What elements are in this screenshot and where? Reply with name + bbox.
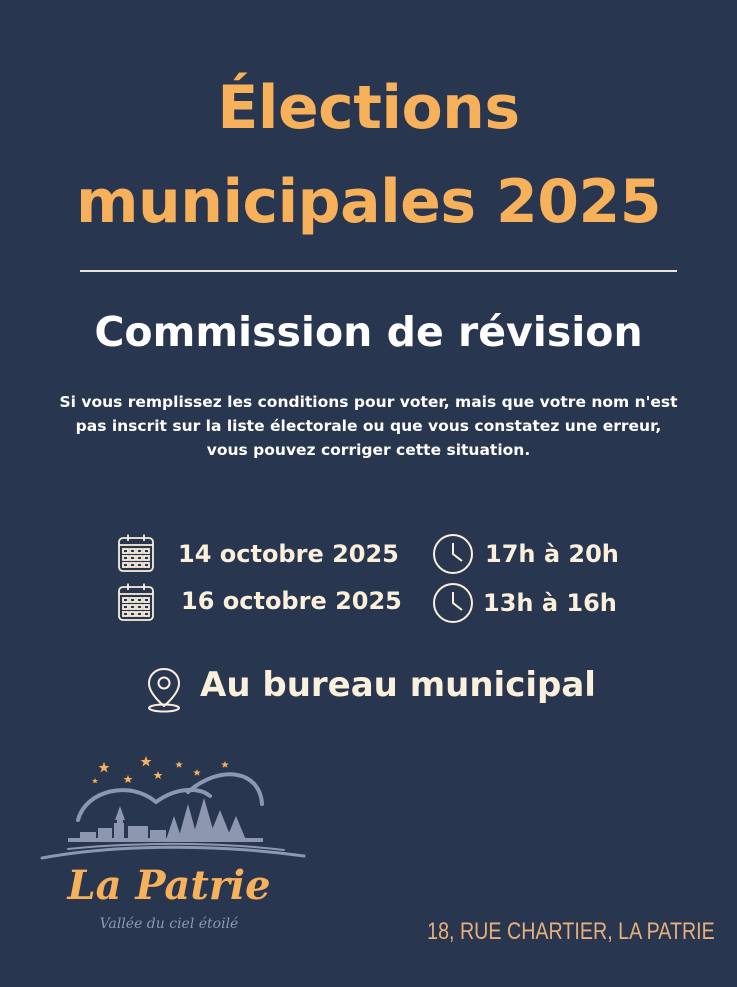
- map-pin-icon: [144, 667, 184, 713]
- title-line-1: Élections: [217, 73, 520, 143]
- la-patrie-logo: [38, 752, 308, 868]
- time-2: 13h à 16h: [483, 589, 617, 617]
- time-1: 17h à 20h: [485, 540, 619, 568]
- brand-name: La Patrie: [67, 862, 271, 909]
- calendar-icon: [117, 582, 155, 622]
- description: [30, 390, 707, 462]
- description-line-1: Si vous remplissez les conditions pour voter, mais que votre nom n'est: [59, 393, 678, 411]
- clock-icon: [432, 533, 474, 575]
- title-line-2: municipales 2025: [76, 167, 661, 237]
- calendar-icon: [117, 533, 155, 573]
- description-line-2: pas inscrit sur la liste électorale ou que vous constatez une erreur,: [75, 417, 662, 435]
- date-1: 14 octobre 2025: [178, 540, 399, 568]
- clock-icon: [432, 582, 474, 624]
- address: 18, RUE CHARTIER, LA PATRIE: [427, 918, 715, 945]
- divider: [80, 270, 677, 272]
- brand-tagline: Vallée du ciel étoilé: [99, 916, 239, 932]
- date-2: 16 octobre 2025: [181, 587, 402, 615]
- subtitle: Commission de révision: [94, 308, 643, 356]
- description-line-3: vous pouvez corriger cette situation.: [206, 441, 531, 459]
- location-label: Au bureau municipal: [200, 665, 596, 705]
